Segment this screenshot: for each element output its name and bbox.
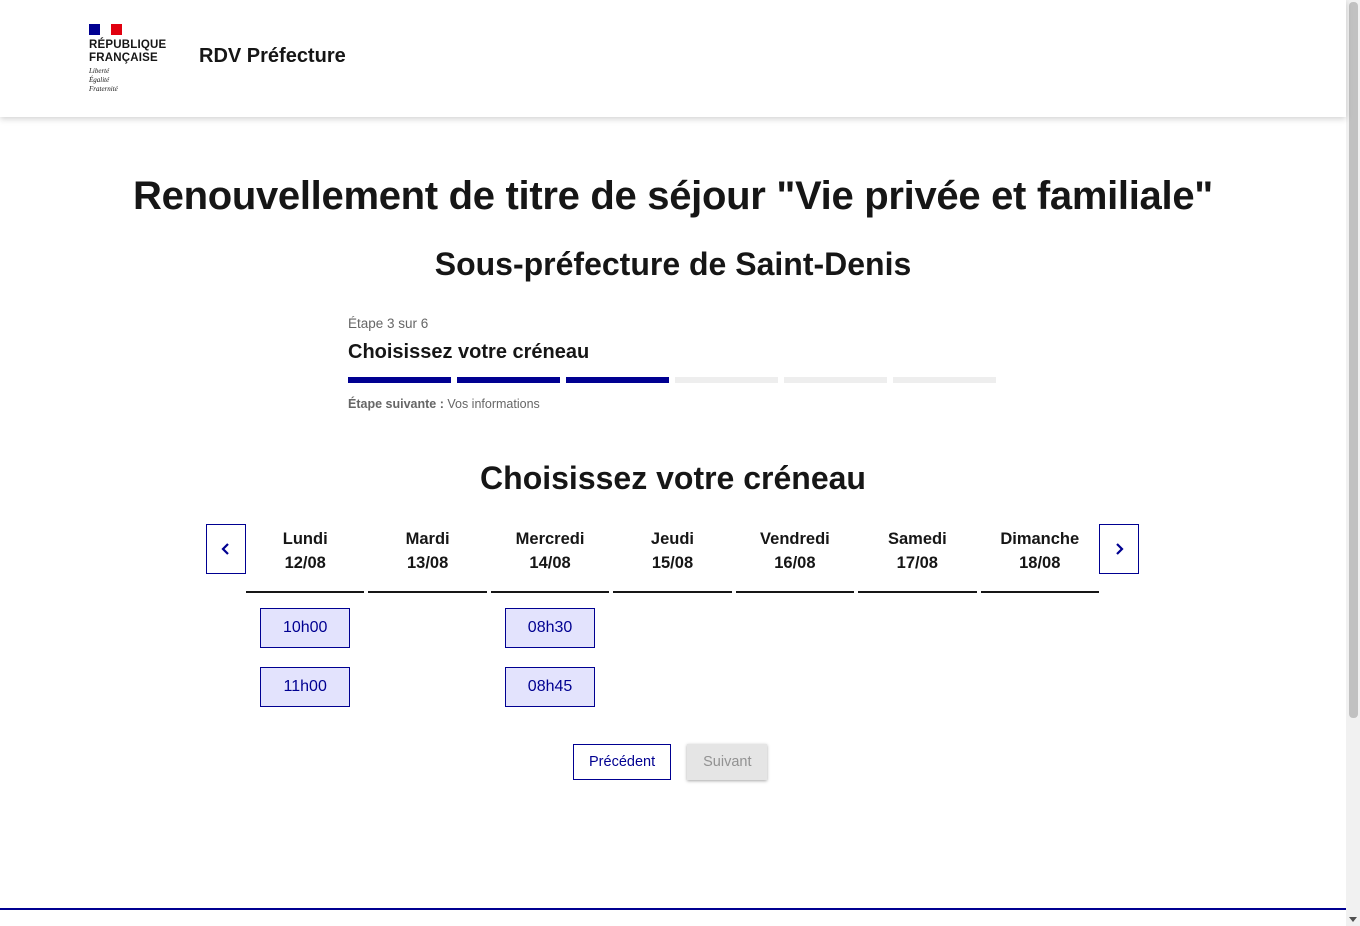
step-bar bbox=[784, 377, 887, 383]
day-header bbox=[491, 524, 609, 593]
day-header bbox=[246, 524, 364, 593]
step-bar bbox=[566, 377, 669, 383]
page-title: Renouvellement de titre de séjour "Vie privée et familiale" bbox=[133, 174, 1213, 218]
step-bar bbox=[457, 377, 560, 383]
time-slot-button[interactable]: 10h00 bbox=[260, 608, 350, 648]
vertical-scrollbar[interactable] bbox=[1346, 0, 1360, 926]
day-column bbox=[981, 524, 1099, 707]
day-date: 16/08 bbox=[774, 554, 816, 572]
time-slot-list bbox=[246, 608, 364, 707]
previous-week-button[interactable] bbox=[206, 524, 246, 574]
site-header bbox=[0, 0, 1346, 117]
day-header bbox=[613, 524, 731, 593]
time-slot-button[interactable]: 08h45 bbox=[505, 667, 595, 707]
time-slot-button[interactable]: 08h30 bbox=[505, 608, 595, 648]
previous-button[interactable]: Précédent bbox=[573, 744, 671, 780]
step-next bbox=[348, 397, 998, 411]
day-date: 17/08 bbox=[896, 554, 938, 572]
day-header bbox=[368, 524, 486, 593]
day-date: 13/08 bbox=[406, 554, 449, 572]
day-date: 14/08 bbox=[529, 554, 571, 572]
day-header bbox=[736, 524, 854, 593]
step-progress-bars bbox=[348, 377, 998, 383]
step-bar bbox=[893, 377, 996, 383]
chevron-left-icon bbox=[219, 542, 233, 556]
step-title: Choisissez votre créneau bbox=[348, 341, 590, 363]
day-name: Lundi bbox=[282, 530, 328, 548]
step-next-value: Vos informations bbox=[447, 397, 540, 411]
republic-motto: Liberté Égalité Fraternité bbox=[89, 67, 118, 93]
republic-name: RÉPUBLIQUE FRANÇAISE bbox=[89, 39, 167, 64]
next-button[interactable]: Suivant bbox=[687, 744, 767, 780]
day-column bbox=[368, 524, 486, 707]
day-columns bbox=[246, 524, 1099, 707]
next-week-button[interactable] bbox=[1099, 524, 1139, 574]
day-name: Jeudi bbox=[650, 530, 695, 548]
step-state: Étape 3 sur 6 bbox=[348, 316, 429, 331]
form-actions bbox=[573, 744, 767, 780]
day-header bbox=[858, 524, 976, 593]
french-flag-icon bbox=[89, 24, 122, 35]
scrollbar-thumb[interactable] bbox=[1349, 2, 1358, 718]
day-name: Mercredi bbox=[515, 530, 585, 548]
chevron-right-icon bbox=[1112, 542, 1126, 556]
day-column bbox=[858, 524, 976, 707]
step-bar bbox=[348, 377, 451, 383]
day-date: 15/08 bbox=[651, 554, 694, 572]
stepper bbox=[348, 316, 998, 411]
day-name: Mardi bbox=[405, 530, 450, 548]
day-date: 12/08 bbox=[284, 554, 326, 572]
footer-border bbox=[0, 908, 1346, 910]
place-title: Sous-préfecture de Saint-Denis bbox=[434, 246, 912, 282]
slot-section-title: Choisissez votre créneau bbox=[480, 460, 866, 496]
step-next-label: Étape suivante : bbox=[348, 397, 444, 411]
day-name: Dimanche bbox=[1000, 530, 1080, 548]
time-slot-button[interactable]: 11h00 bbox=[260, 667, 350, 707]
day-column bbox=[491, 524, 609, 707]
day-header bbox=[981, 524, 1099, 593]
day-column bbox=[736, 524, 854, 707]
day-name: Samedi bbox=[887, 530, 947, 548]
step-bar bbox=[675, 377, 778, 383]
day-column bbox=[246, 524, 364, 707]
day-column bbox=[613, 524, 731, 707]
service-title[interactable]: RDV Préfecture bbox=[199, 45, 346, 67]
scroll-down-arrow-icon[interactable] bbox=[1349, 917, 1357, 922]
republique-francaise-logo[interactable] bbox=[89, 24, 179, 94]
day-date: 18/08 bbox=[1019, 554, 1061, 572]
day-name: Vendredi bbox=[760, 530, 830, 548]
time-slot-list bbox=[491, 608, 609, 707]
